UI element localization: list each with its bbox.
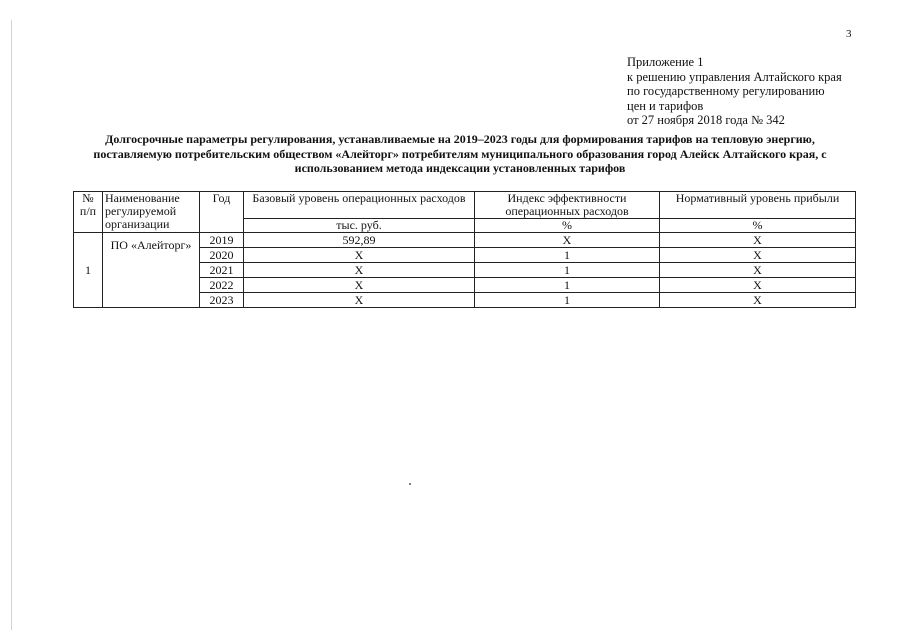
cell-base-level: Х xyxy=(244,248,475,263)
page-number: 3 xyxy=(846,28,852,40)
annex-line: к решению управления Алтайского края xyxy=(627,69,842,84)
header-efficiency-index: Индекс эффективности операционных расходов xyxy=(475,192,660,219)
table-header-row xyxy=(74,192,856,219)
tariff-parameters-table xyxy=(73,191,856,308)
scan-edge-line xyxy=(11,20,12,630)
unit-profit-level: % xyxy=(660,219,856,233)
header-num: № п/п xyxy=(74,192,103,233)
cell-year: 2020 xyxy=(200,248,244,263)
cell-base-level: 592,89 xyxy=(244,233,475,248)
annex-line: Приложение 1 xyxy=(627,55,704,69)
row-number: 1 xyxy=(74,233,103,308)
annex-line: по государственному регулированию xyxy=(627,84,825,98)
cell-profit-level: Х xyxy=(660,263,856,278)
cell-profit-level: Х xyxy=(660,248,856,263)
cell-year: 2022 xyxy=(200,278,244,293)
annex-line: от 27 ноября 2018 года № 342 xyxy=(627,113,785,127)
cell-efficiency-index: 1 xyxy=(475,263,660,278)
cell-year: 2019 xyxy=(200,233,244,248)
cell-efficiency-index: 1 xyxy=(475,293,660,308)
unit-efficiency-index: % xyxy=(475,219,660,233)
scan-speck xyxy=(409,483,411,485)
organization-name xyxy=(103,233,200,308)
header-organization: Наименование регулируемой организации xyxy=(103,192,200,233)
table-row xyxy=(74,233,856,248)
cell-year: 2021 xyxy=(200,263,244,278)
cell-base-level: Х xyxy=(244,293,475,308)
header-base-level: Базовый уровень операционных расходов xyxy=(244,192,475,219)
document-title xyxy=(60,132,860,176)
cell-base-level: Х xyxy=(244,263,475,278)
cell-efficiency-index: 1 xyxy=(475,278,660,293)
organization-name-text: ПО «Алейторг» xyxy=(110,238,192,252)
cell-base-level: Х xyxy=(244,278,475,293)
annex-line: цен и тарифов xyxy=(627,98,704,113)
cell-efficiency-index: 1 xyxy=(475,248,660,263)
cell-year: 2023 xyxy=(200,293,244,308)
cell-efficiency-index: Х xyxy=(475,233,660,248)
header-profit-level: Нормативный уровень прибыли xyxy=(660,192,856,219)
cell-profit-level: Х xyxy=(660,278,856,293)
title-line: Долгосрочные параметры регулирования, устанавливаемые на 2019–2023 годы для формирования тарифов на тепловую энергию, xyxy=(105,132,815,146)
cell-profit-level: Х xyxy=(660,233,856,248)
header-year: Год xyxy=(200,192,244,233)
title-line: использованием метода индексации установленных тарифов xyxy=(294,161,626,175)
annex-block xyxy=(627,55,842,128)
title-line: поставляемую потребительским обществом «Алейторг» потребителям муниципального образования город Алейск Алтайского края, с xyxy=(93,146,827,161)
cell-profit-level: Х xyxy=(660,293,856,308)
unit-base-level: тыс. руб. xyxy=(244,219,475,233)
